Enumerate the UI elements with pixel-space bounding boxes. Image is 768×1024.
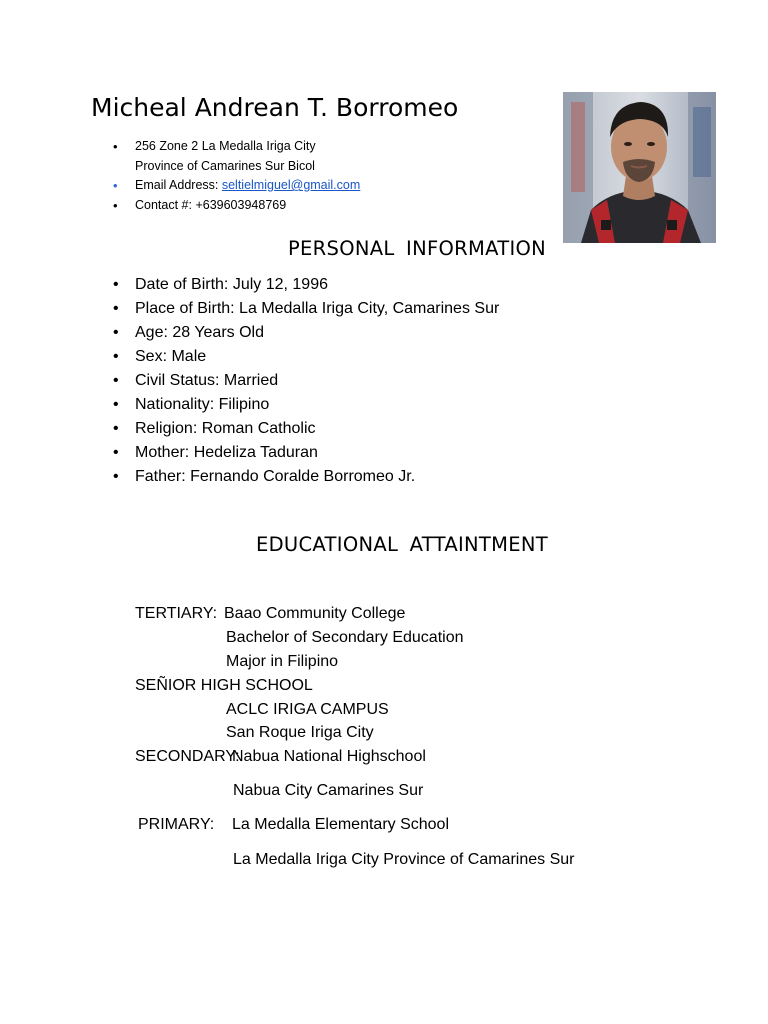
tertiary-school: Baao Community College: [224, 605, 406, 622]
bullet-icon: •: [113, 300, 119, 317]
list-item: [110, 369, 499, 393]
education-heading: EDUCATIONAL ATTAINTMENT: [256, 533, 548, 556]
bullet-icon: •: [113, 197, 118, 213]
list-item: [110, 297, 499, 321]
bullet-icon: •: [113, 420, 119, 437]
address-line-1: 256 Zone 2 La Medalla Iriga City: [135, 139, 316, 153]
secondary-location: Nabua City Camarines Sur: [233, 782, 424, 799]
contact-list: [110, 137, 360, 215]
list-item: [110, 321, 499, 345]
shs-school: ACLC IRIGA CAMPUS: [226, 701, 389, 718]
profile-photo-image: [563, 92, 716, 243]
civil-status: Civil Status: Married: [135, 372, 279, 389]
list-item: [110, 273, 499, 297]
contact-number: Contact #: +639603948769: [135, 197, 287, 212]
shs-label: SEÑIOR HIGH SCHOOL: [135, 677, 313, 694]
email-item: [110, 176, 360, 196]
bullet-icon: •: [113, 178, 118, 193]
date-of-birth: Date of Birth: July 12, 1996: [135, 276, 328, 293]
bullet-icon: •: [113, 396, 119, 413]
email-label: Email Address:: [135, 178, 222, 192]
father: Father: Fernando Coralde Borromeo Jr.: [135, 468, 416, 485]
address-line-2: Province of Camarines Sur Bicol: [135, 158, 315, 173]
list-item: [110, 417, 499, 441]
list-item: [110, 465, 499, 489]
tertiary-major: Major in Filipino: [226, 653, 339, 670]
bullet-icon: •: [113, 372, 119, 389]
primary-location: La Medalla Iriga City Province of Camarines Sur: [233, 851, 575, 868]
contact-item: [110, 196, 360, 216]
bullet-icon: •: [113, 324, 119, 341]
email-link[interactable]: seltielmiguel@gmail.com: [221, 178, 361, 192]
place-of-birth: Place of Birth: La Medalla Iriga City, Camarines Sur: [135, 300, 500, 317]
personal-info-heading: PERSONAL INFORMATION: [288, 237, 547, 260]
primary-school: La Medalla Elementary School: [232, 816, 450, 833]
shs-location: San Roque Iriga City: [226, 724, 374, 741]
nationality: Nationality: Filipino: [135, 396, 270, 413]
age: Age: 28 Years Old: [135, 324, 264, 341]
bullet-icon: •: [113, 276, 119, 293]
applicant-name: Micheal Andrean T. Borromeo: [91, 93, 459, 122]
mother: Mother: Hedeliza Taduran: [135, 444, 318, 461]
sex: Sex: Male: [135, 348, 207, 365]
list-item: [110, 393, 499, 417]
address-item: [110, 137, 360, 176]
bullet-icon: •: [113, 444, 119, 461]
bullet-icon: •: [113, 468, 119, 485]
bullet-icon: •: [113, 139, 118, 154]
profile-photo: [563, 92, 716, 243]
primary-label: PRIMARY:: [138, 816, 215, 833]
tertiary-label: TERTIARY:: [135, 605, 218, 622]
bullet-icon: •: [113, 348, 119, 365]
list-item: [110, 345, 499, 369]
personal-info-list: [110, 273, 499, 489]
secondary-label: SECONDARY:: [135, 748, 240, 765]
secondary-school: Nabua National Highschool: [232, 748, 426, 765]
religion: Religion: Roman Catholic: [135, 420, 316, 437]
tertiary-course: Bachelor of Secondary Education: [226, 629, 464, 646]
list-item: [110, 441, 499, 465]
